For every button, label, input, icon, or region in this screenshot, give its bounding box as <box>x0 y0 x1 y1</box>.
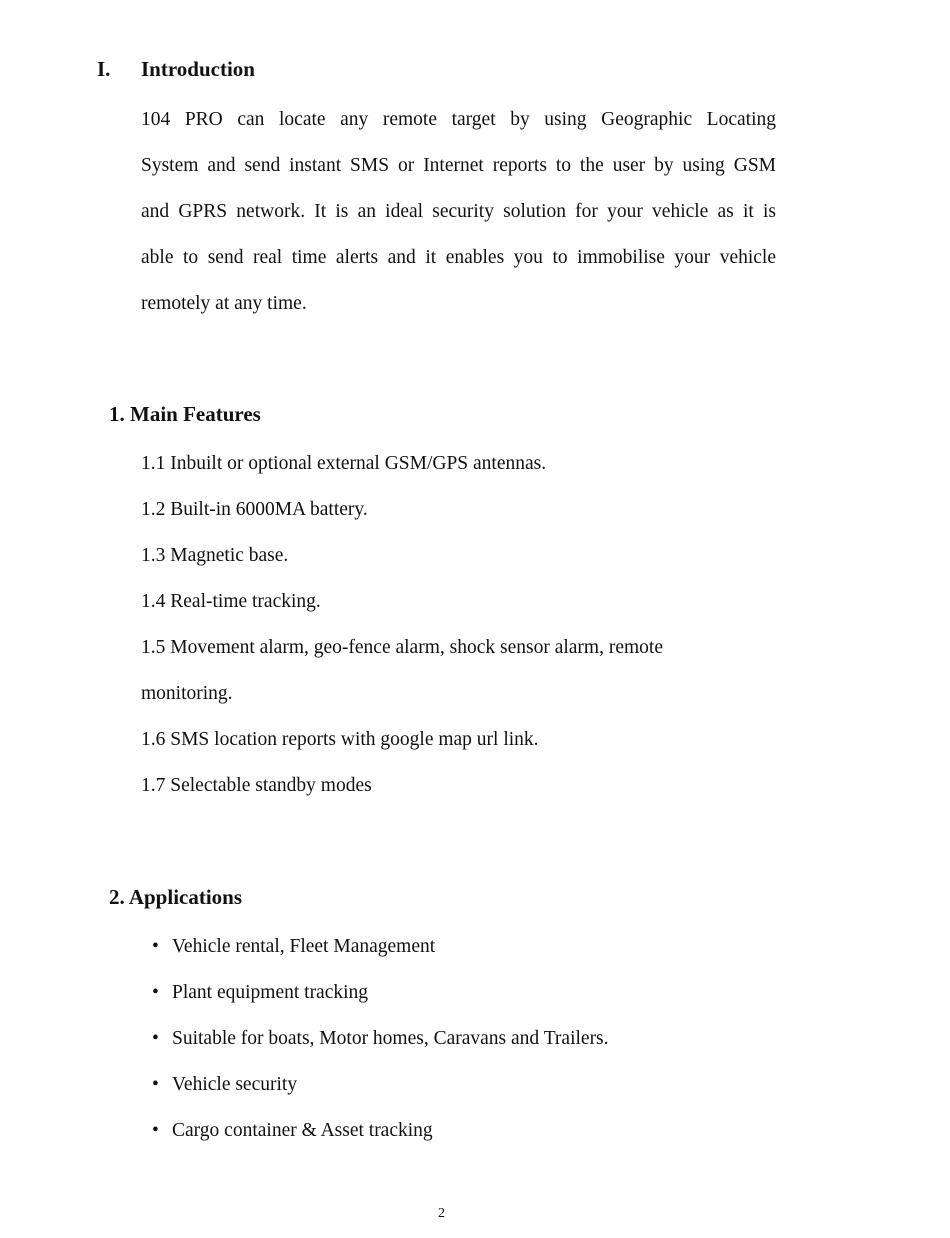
feature-item: 1.7 Selectable standby modes <box>141 775 372 796</box>
bullet-icon: • <box>152 936 159 957</box>
paragraph-line: and GPRS network. It is an ideal security solution for your vehicle as it is <box>141 201 776 222</box>
section-numeral: I. <box>97 57 111 81</box>
bullet-icon: • <box>152 1074 159 1095</box>
paragraph-line: 104 PRO can locate any remote target by using Geographic Locating <box>141 109 776 130</box>
paragraph-line: System and send instant SMS or Internet reports to the user by using GSM <box>141 155 776 176</box>
section-title-introduction: Introduction <box>141 57 255 81</box>
features-heading: 1. Main Features <box>109 402 261 426</box>
feature-item: 1.1 Inbuilt or optional external GSM/GPS antennas. <box>141 453 547 474</box>
feature-item: 1.5 Movement alarm, geo-fence alarm, shock sensor alarm, remote <box>141 637 663 658</box>
application-item: Plant equipment tracking <box>172 982 369 1003</box>
bullet-icon: • <box>152 1120 159 1141</box>
feature-item: 1.3 Magnetic base. <box>141 545 289 566</box>
introduction-paragraph <box>141 97 776 327</box>
paragraph-line: able to send real time alerts and it enables you to immobilise your vehicle <box>141 247 776 268</box>
application-item: Suitable for boats, Motor homes, Caravans and Trailers. <box>172 1028 609 1049</box>
page-number: 2 <box>438 1206 445 1221</box>
feature-item: 1.6 SMS location reports with google map url link. <box>141 729 539 750</box>
application-item: Vehicle rental, Fleet Management <box>172 936 436 957</box>
feature-item: 1.2 Built-in 6000MA battery. <box>141 499 368 520</box>
application-item: Vehicle security <box>172 1074 298 1095</box>
feature-item: 1.4 Real-time tracking. <box>141 591 321 612</box>
paragraph-line: remotely at any time. <box>141 293 307 314</box>
applications-heading: 2. Applications <box>109 885 243 909</box>
bullet-icon: • <box>152 1028 159 1049</box>
feature-item-continuation: monitoring. <box>141 683 233 704</box>
application-item: Cargo container & Asset tracking <box>172 1120 433 1141</box>
bullet-icon: • <box>152 982 159 1003</box>
